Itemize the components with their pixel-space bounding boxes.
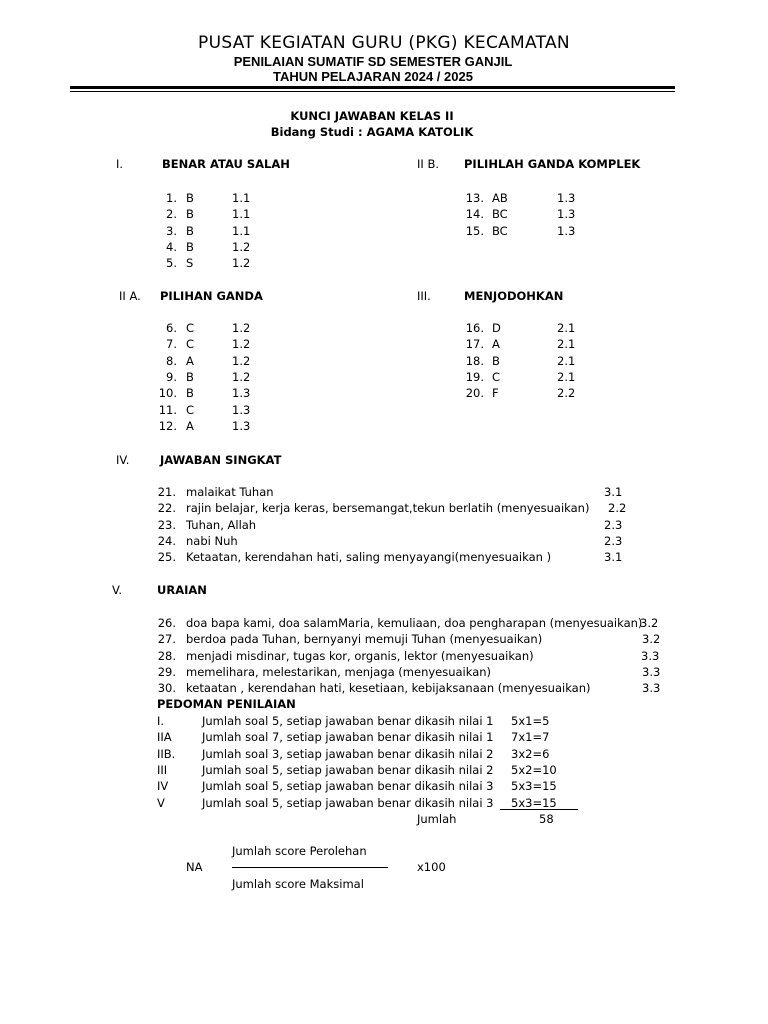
competency-code: 1.3 bbox=[557, 207, 576, 222]
section-2a-title: PILIHAN GANDA bbox=[160, 289, 263, 303]
answer-number: 3. bbox=[166, 223, 177, 238]
answer-number: 4. bbox=[166, 239, 177, 254]
competency-code: 2.1 bbox=[557, 353, 576, 368]
answer-number: 24. bbox=[157, 533, 176, 548]
competency-code: 3.1 bbox=[604, 550, 623, 565]
answer-key: B bbox=[186, 207, 194, 222]
pedoman-row-desc: Jumlah soal 5, setiap jawaban benar dikasih nilai 2 bbox=[202, 762, 494, 777]
answer-key: BC bbox=[492, 207, 508, 222]
pedoman-row-calc: 5x3=15 bbox=[511, 779, 557, 794]
answer-number: 6. bbox=[166, 321, 177, 335]
section-4-num: IV. bbox=[116, 453, 130, 467]
competency-code: 1.2 bbox=[232, 321, 251, 335]
answer-text: Tuhan, Allah bbox=[186, 517, 257, 532]
section-5-title: URAIAN bbox=[157, 583, 207, 597]
formula-fraction-bar bbox=[232, 867, 388, 868]
answer-text: menjadi misdinar, tugas kor, organis, lektor (menyesuaikan) bbox=[186, 648, 534, 663]
answer-number: 29. bbox=[157, 664, 176, 679]
answer-text: ketaatan , kerendahan hati, kesetiaan, kebijaksanaan (menyesuaikan) bbox=[186, 681, 591, 696]
answer-key: C bbox=[492, 369, 501, 384]
answer-number: 14. bbox=[465, 207, 484, 222]
section-1-num: I. bbox=[116, 157, 124, 171]
formula-multiplier: x100 bbox=[417, 860, 446, 874]
header-line-2: PENILAIAN SUMATIF SD SEMESTER GANJIL bbox=[233, 54, 513, 69]
pedoman-row-key: IIA bbox=[157, 730, 172, 745]
answer-key: C bbox=[186, 337, 195, 352]
answer-number: 27. bbox=[157, 632, 176, 647]
answer-number: 19. bbox=[465, 369, 484, 384]
pedoman-row-calc: 5x2=10 bbox=[511, 762, 557, 777]
header-rule-thick bbox=[70, 86, 675, 89]
answer-key: C bbox=[186, 321, 195, 335]
answer-number: 7. bbox=[166, 337, 177, 352]
answer-number: 21. bbox=[157, 485, 176, 499]
competency-code: 2.1 bbox=[557, 337, 576, 352]
pedoman-row-key: IV bbox=[157, 779, 169, 794]
competency-code: 1.3 bbox=[232, 418, 251, 433]
answer-text: Ketaatan, kerendahan hati, saling menyayangi(menyesuaikan ) bbox=[186, 550, 552, 565]
competency-code: 1.2 bbox=[232, 337, 251, 352]
answer-key: D bbox=[492, 321, 501, 335]
answer-number: 15. bbox=[465, 223, 484, 238]
competency-code: 3.2 bbox=[640, 616, 659, 630]
competency-code: 1.1 bbox=[232, 223, 251, 238]
answer-key: B bbox=[186, 386, 194, 401]
pedoman-row-key: III bbox=[157, 762, 168, 777]
answer-number: 11. bbox=[158, 402, 177, 417]
answer-key: S bbox=[186, 256, 194, 271]
pedoman-row-calc: 3x2=6 bbox=[511, 746, 550, 761]
pedoman-row-desc: Jumlah soal 3, setiap jawaban benar dikasih nilai 2 bbox=[202, 746, 494, 761]
doc-subject: Bidang Studi : AGAMA KATOLIK bbox=[270, 125, 474, 139]
competency-code: 3.3 bbox=[641, 648, 660, 663]
answer-key: A bbox=[492, 337, 500, 352]
header-line-3: TAHUN PELAJARAN 2024 / 2025 bbox=[273, 69, 473, 84]
answer-key: A bbox=[186, 353, 194, 368]
answer-number: 12. bbox=[158, 418, 177, 433]
answer-number: 2. bbox=[166, 207, 177, 222]
answer-key: B bbox=[186, 369, 194, 384]
competency-code: 1.1 bbox=[232, 191, 251, 205]
competency-code: 3.3 bbox=[642, 681, 661, 696]
answer-number: 16. bbox=[465, 321, 484, 335]
answer-text: berdoa pada Tuhan, bernyanyi memuji Tuhan (menyesuaikan) bbox=[186, 632, 543, 647]
answer-key: F bbox=[492, 386, 499, 401]
pedoman-row-desc: Jumlah soal 5, setiap jawaban benar dikasih nilai 3 bbox=[202, 779, 494, 794]
pedoman-row-desc: Jumlah soal 7, setiap jawaban benar dikasih nilai 1 bbox=[202, 730, 494, 745]
competency-code: 2.2 bbox=[608, 501, 627, 516]
answer-number: 30. bbox=[157, 681, 176, 696]
answer-number: 20. bbox=[465, 386, 484, 401]
answer-text: nabi Nuh bbox=[186, 533, 238, 548]
answer-text: malaikat Tuhan bbox=[186, 485, 274, 499]
answer-number: 28. bbox=[157, 648, 176, 663]
competency-code: 1.3 bbox=[232, 402, 251, 417]
competency-code: 1.3 bbox=[557, 191, 576, 205]
answer-number: 10. bbox=[158, 386, 177, 401]
answer-key: C bbox=[186, 402, 195, 417]
competency-code: 2.3 bbox=[604, 533, 623, 548]
answer-number: 13. bbox=[465, 191, 484, 205]
answer-key: B bbox=[186, 191, 194, 205]
header-line-1: PUSAT KEGIATAN GURU (PKG) KECAMATAN bbox=[198, 33, 570, 53]
pedoman-row-calc: 5x1=5 bbox=[511, 714, 550, 728]
competency-code: 1.2 bbox=[232, 369, 251, 384]
competency-code: 1.3 bbox=[232, 386, 251, 401]
answer-number: 5. bbox=[166, 256, 177, 271]
pedoman-row-key: I. bbox=[157, 714, 165, 728]
answer-number: 18. bbox=[465, 353, 484, 368]
competency-code: 3.3 bbox=[642, 664, 661, 679]
competency-code: 2.2 bbox=[557, 386, 576, 401]
answer-number: 26. bbox=[157, 616, 176, 630]
answer-number: 1. bbox=[166, 191, 177, 205]
header-rule-thin bbox=[70, 91, 675, 92]
answer-number: 25. bbox=[157, 550, 176, 565]
pedoman-row-desc: Jumlah soal 5, setiap jawaban benar dikasih nilai 3 bbox=[202, 795, 494, 810]
answer-key: A bbox=[186, 418, 194, 433]
section-5-num: V. bbox=[112, 583, 123, 597]
pedoman-title: PEDOMAN PENILAIAN bbox=[157, 697, 296, 711]
formula-numerator: Jumlah score Perolehan bbox=[232, 844, 367, 858]
pedoman-row-key: IIB. bbox=[157, 746, 176, 761]
section-3-title: MENJODOHKAN bbox=[464, 289, 564, 303]
pedoman-total-label: Jumlah bbox=[417, 812, 457, 826]
doc-title: KUNCI JAWABAN KELAS II bbox=[290, 109, 454, 123]
pedoman-row-key: V bbox=[157, 795, 165, 810]
competency-code: 1.2 bbox=[232, 239, 251, 254]
section-2b-num: II B. bbox=[417, 157, 439, 171]
answer-number: 9. bbox=[166, 369, 177, 384]
answer-number: 22. bbox=[157, 501, 176, 516]
pedoman-row-calc: 5x3=15 bbox=[511, 795, 557, 810]
answer-text: rajin belajar, kerja keras, bersemangat,tekun berlatih (menyesuaikan) bbox=[186, 501, 590, 516]
competency-code: 1.2 bbox=[232, 256, 251, 271]
answer-key: AB bbox=[492, 191, 508, 205]
answer-text: memelihara, melestarikan, menjaga (menyesuaikan) bbox=[186, 664, 492, 679]
formula-label: NA bbox=[186, 860, 203, 874]
answer-key: B bbox=[186, 239, 194, 254]
section-2b-title: PILIHLAH GANDA KOMPLEK bbox=[464, 157, 641, 171]
section-4-title: JAWABAN SINGKAT bbox=[160, 453, 282, 467]
answer-key: B bbox=[492, 353, 500, 368]
answer-key: BC bbox=[492, 223, 508, 238]
section-1-title: BENAR ATAU SALAH bbox=[162, 157, 290, 171]
pedoman-row-calc: 7x1=7 bbox=[511, 730, 550, 745]
competency-code: 3.2 bbox=[642, 632, 661, 647]
pedoman-row-desc: Jumlah soal 5, setiap jawaban benar dikasih nilai 1 bbox=[202, 714, 494, 728]
section-3-num: III. bbox=[417, 289, 431, 303]
answer-number: 17. bbox=[465, 337, 484, 352]
formula-denominator: Jumlah score Maksimal bbox=[232, 877, 364, 891]
competency-code: 2.3 bbox=[604, 517, 623, 532]
section-2a-num: II A. bbox=[119, 289, 141, 303]
competency-code: 1.1 bbox=[232, 207, 251, 222]
answer-key: B bbox=[186, 223, 194, 238]
competency-code: 1.2 bbox=[232, 353, 251, 368]
answer-number: 8. bbox=[166, 353, 177, 368]
competency-code: 3.1 bbox=[604, 485, 623, 499]
competency-code: 2.1 bbox=[557, 321, 576, 335]
answer-number: 23. bbox=[157, 517, 176, 532]
answer-text: doa bapa kami, doa salamMaria, kemuliaan, doa pengharapan (menyesuaikan) bbox=[186, 616, 643, 630]
competency-code: 2.1 bbox=[557, 369, 576, 384]
pedoman-total-value: 58 bbox=[539, 812, 554, 826]
competency-code: 1.3 bbox=[557, 223, 576, 238]
